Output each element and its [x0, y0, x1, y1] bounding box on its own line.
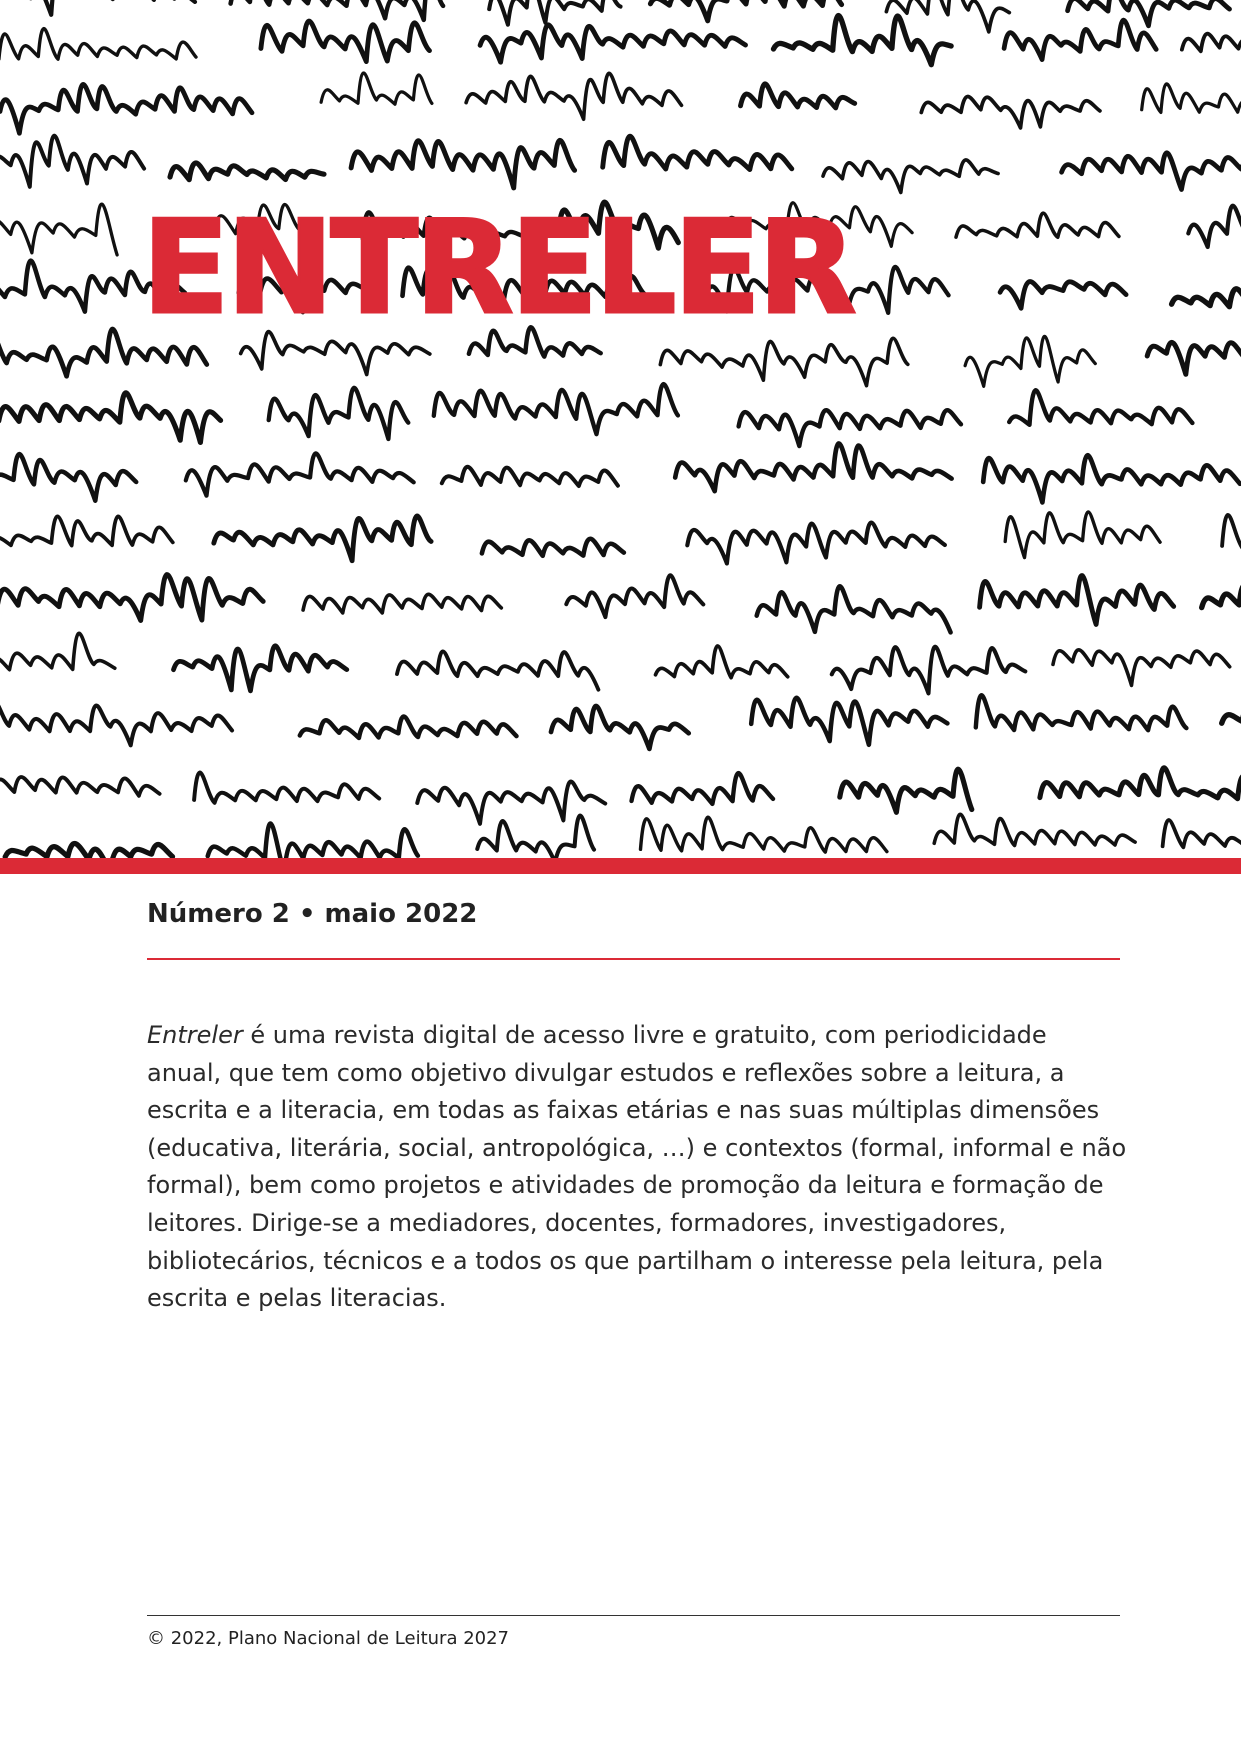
handwritten-word — [0, 393, 221, 442]
handwritten-word — [551, 706, 689, 749]
handwritten-word — [300, 717, 517, 738]
handwritten-word — [1222, 689, 1241, 741]
handwritten-word — [751, 698, 947, 745]
magazine-title: ENTRELER — [142, 194, 854, 343]
handwritten-word — [1202, 585, 1241, 610]
handwritten-word — [269, 388, 409, 439]
handwritten-word — [208, 824, 418, 858]
handwritten-word — [774, 16, 952, 65]
handwritten-word — [1222, 515, 1241, 566]
handwritten-word — [261, 21, 430, 62]
handwritten-word — [1009, 390, 1192, 424]
handwritten-word — [214, 516, 431, 561]
handwritten-word — [1182, 20, 1241, 52]
handwritten-word — [741, 84, 855, 108]
handwritten-word — [1053, 650, 1230, 686]
handwritten-word — [976, 695, 1187, 730]
handwritten-word — [1068, 0, 1230, 26]
handwritten-word — [0, 575, 263, 621]
handwritten-word — [174, 646, 347, 691]
handwritten-word — [840, 769, 972, 812]
handwritten-word — [231, 0, 444, 20]
cover-red-band — [0, 858, 1241, 874]
handwritten-word — [934, 814, 1135, 845]
handwritten-word — [660, 338, 908, 385]
handwritten-word — [980, 576, 1174, 625]
cover-image — [0, 0, 1241, 858]
copyright-notice: © 2022, Plano Nacional de Leitura 2027 — [147, 1628, 510, 1649]
handwritten-word — [1142, 84, 1241, 113]
handwritten-word — [477, 816, 594, 858]
handwritten-word — [921, 97, 1100, 128]
handwritten-word — [1163, 820, 1241, 858]
handwritten-word — [170, 163, 324, 180]
handwritten-word — [0, 777, 160, 796]
handwritten-word — [466, 73, 681, 119]
handwritten-word — [0, 29, 196, 60]
handwritten-word — [956, 213, 1119, 237]
handwritten-word — [687, 523, 945, 564]
handwritten-word — [397, 651, 598, 689]
handwritten-word — [0, 204, 117, 255]
handwritten-word — [351, 140, 574, 188]
handwritten-word — [434, 384, 678, 434]
handwritten-word — [566, 575, 703, 617]
description-text: é uma revista digital de acesso livre e gratuito, com periodicidade anual, que tem como objetivo divulgar estudos e reflexões sobre a leitura, a escrita e a literacia, em todas as faixas etárias e nas suas múltiplas dimensões (educativa, literária, social, antropológica, …) e contextos (formal, informal e não formal), bem como projetos e atividades de promoção da leitura e formação de leitores. Dirige-se a mediadores, docentes, formadores, investigadores, bibliotecários, técnicos e a todos os que partilham o interesse pela leitura, pela escrita e pelas literacias. — [147, 1021, 1127, 1313]
magazine-name: Entreler — [147, 1021, 243, 1049]
handwritten-word — [480, 25, 745, 62]
handwritten-word — [0, 84, 252, 133]
issue-label: Número 2 • maio 2022 — [147, 899, 478, 929]
handwritten-word — [1188, 206, 1241, 247]
handwritten-word — [1040, 768, 1241, 799]
handwriting-background — [0, 0, 1241, 858]
handwritten-word — [1000, 282, 1126, 309]
handwritten-word — [5, 843, 172, 858]
handwritten-word — [0, 633, 115, 669]
handwritten-word — [632, 773, 774, 804]
handwritten-word — [1147, 341, 1241, 374]
handwritten-word — [1005, 512, 1160, 558]
handwritten-word — [321, 73, 432, 104]
handwritten-word — [0, 516, 173, 545]
handwritten-word — [0, 136, 144, 187]
handwritten-word — [983, 455, 1240, 502]
handwritten-word — [832, 647, 1026, 694]
handwritten-word — [1062, 153, 1241, 190]
handwritten-word — [757, 586, 951, 632]
handwritten-word — [0, 0, 195, 15]
handwritten-word — [0, 454, 136, 501]
handwritten-word — [641, 817, 887, 852]
magazine-description — [147, 1017, 1127, 1318]
handwritten-word — [482, 539, 624, 556]
handwritten-word — [0, 702, 232, 745]
handwritten-word — [1004, 20, 1156, 60]
handwritten-word — [442, 467, 618, 486]
handwritten-word — [303, 594, 501, 613]
handwritten-word — [194, 773, 379, 803]
handwritten-word — [603, 136, 792, 169]
handwritten-word — [675, 443, 951, 491]
handwritten-word — [650, 0, 841, 21]
handwritten-word — [489, 0, 620, 25]
issue-divider — [147, 958, 1120, 960]
handwritten-word — [656, 646, 788, 678]
footer-divider — [147, 1615, 1120, 1616]
handwritten-word — [739, 410, 961, 446]
handwritten-word — [823, 160, 998, 193]
handwritten-word — [1172, 272, 1241, 307]
handwritten-word — [186, 453, 414, 495]
handwritten-word — [965, 336, 1095, 386]
